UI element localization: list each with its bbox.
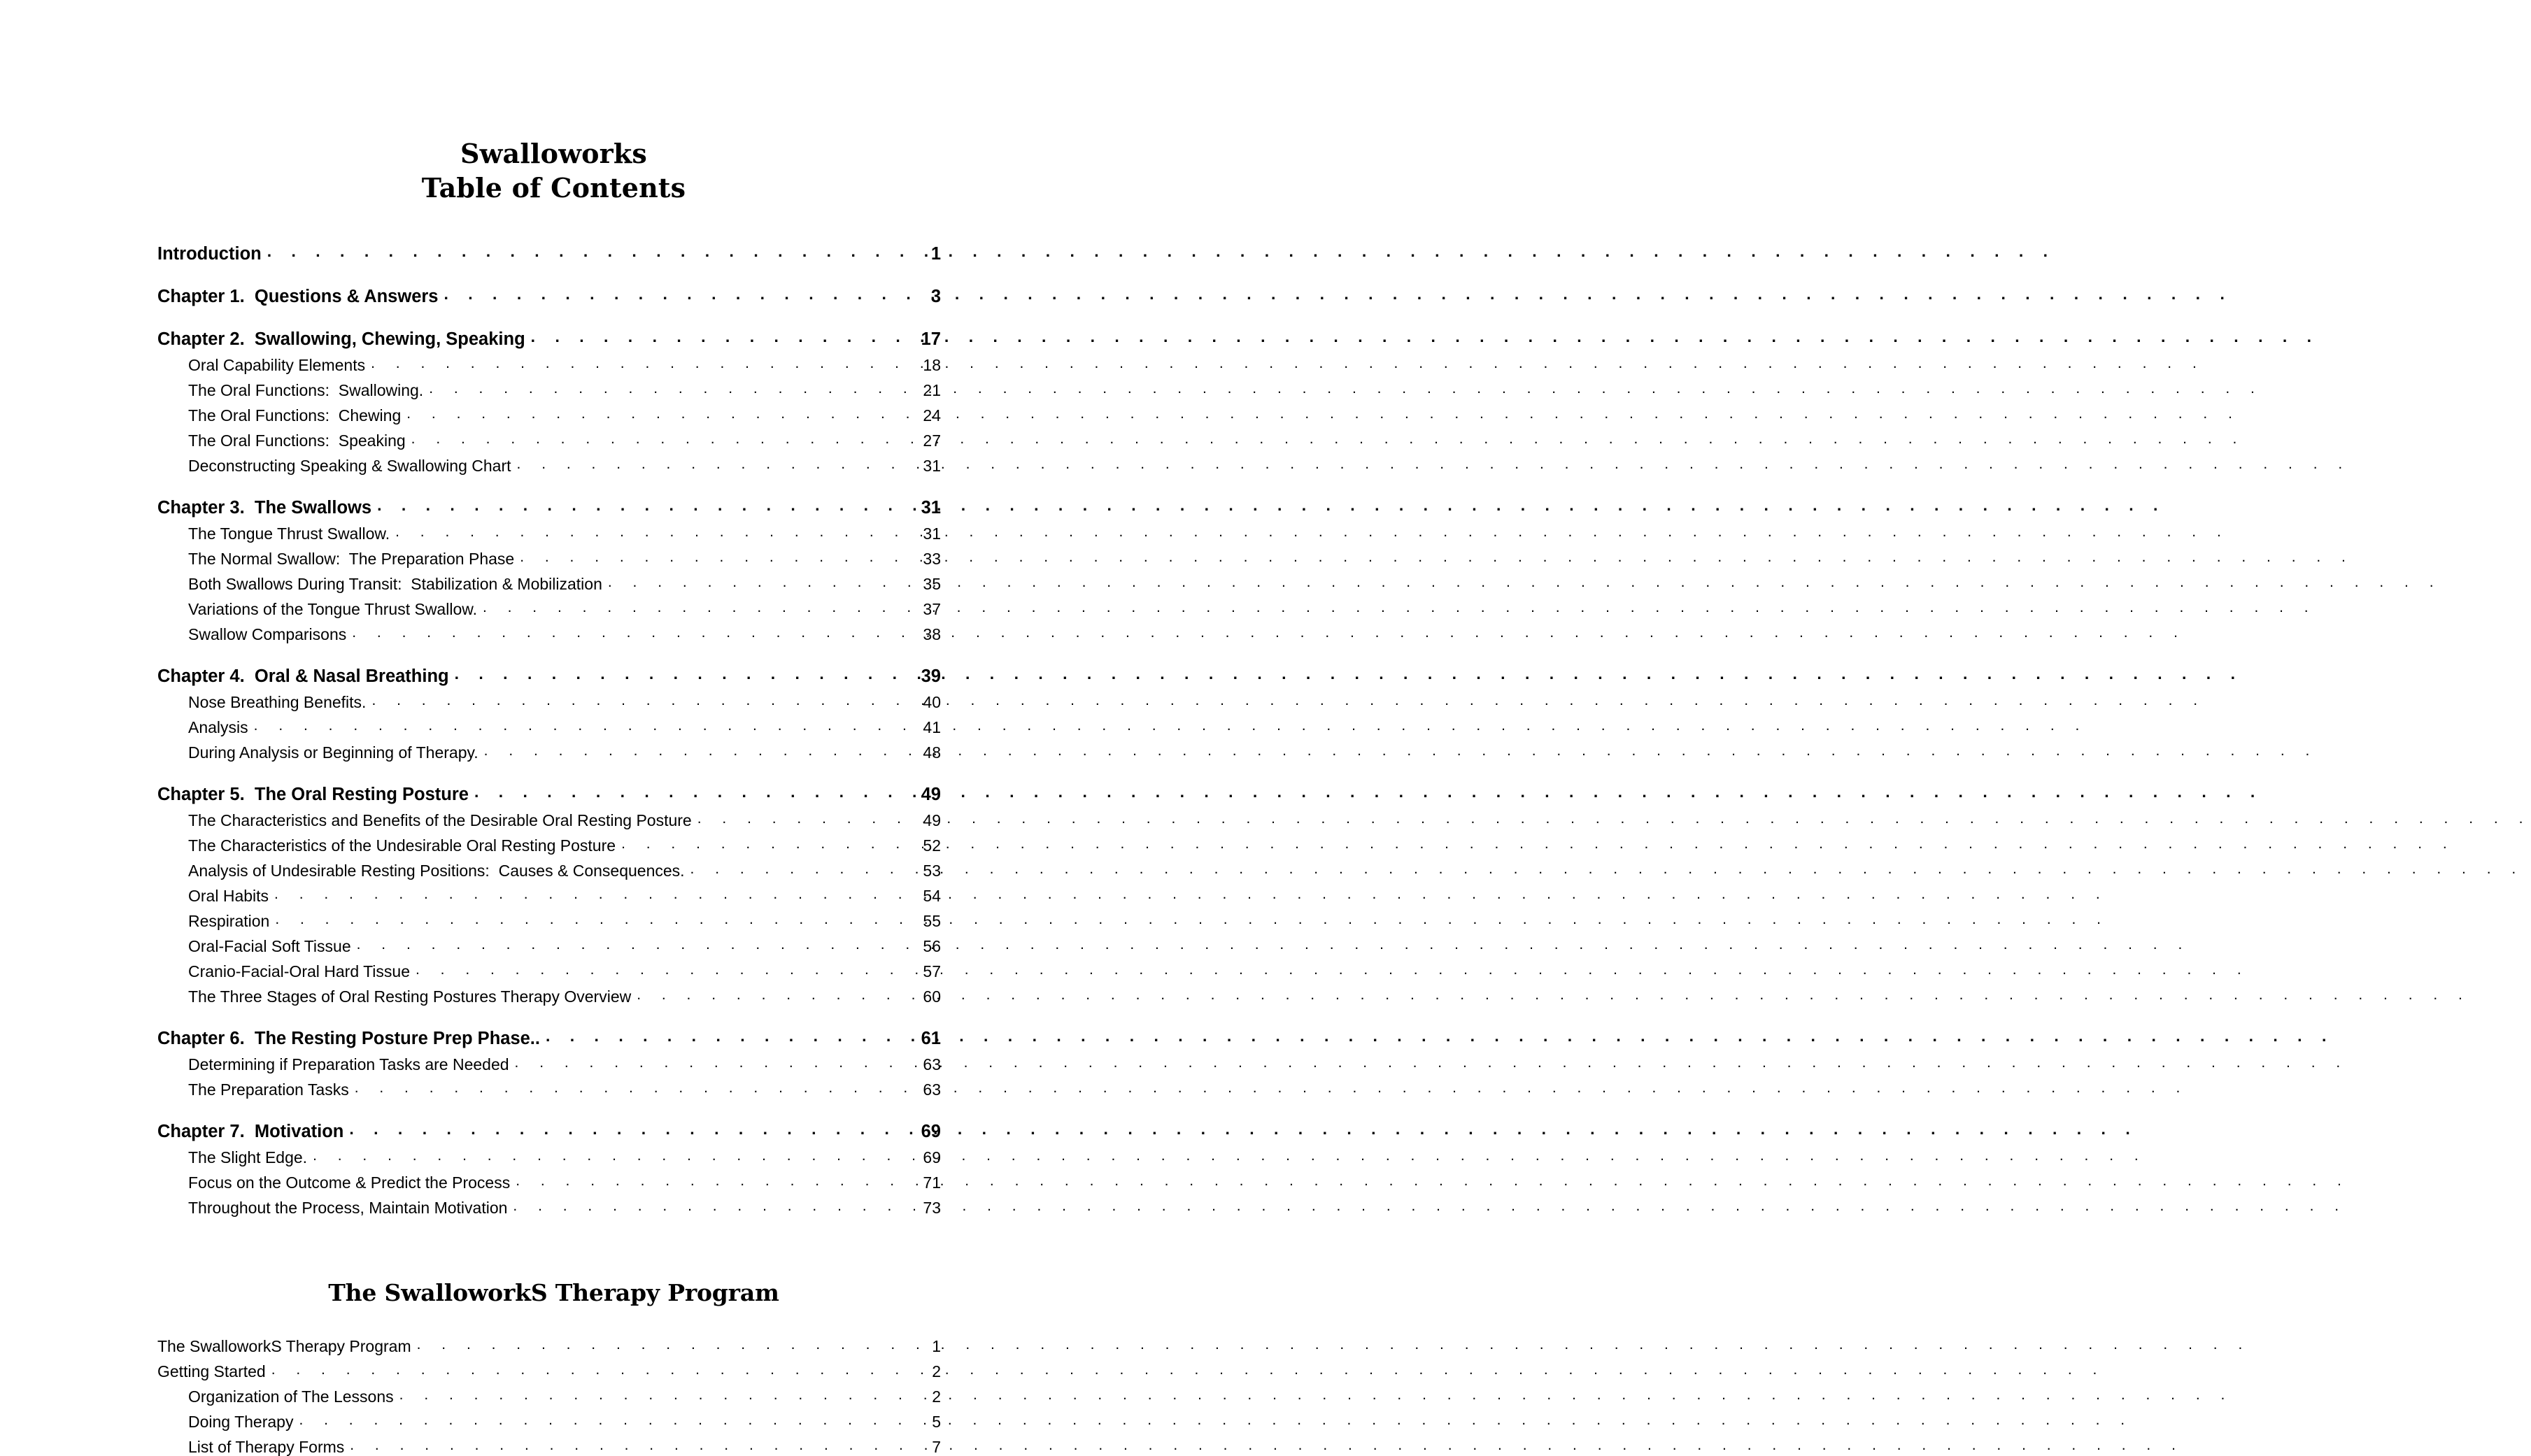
dot-leader: [267, 241, 907, 259]
toc-entry-page-number: 41: [923, 718, 941, 737]
toc-entry-label: The Preparation Tasks: [188, 1080, 349, 1099]
dot-leader: [697, 810, 909, 826]
dot-leader: [355, 1079, 909, 1095]
dot-leader: [417, 1336, 909, 1352]
toc-entry[interactable]: [157, 1172, 941, 1191]
toc-entry-label: The Oral Functions: Chewing: [188, 406, 402, 425]
toc-entry-label: The Oral Functions: Swallowing.: [188, 381, 424, 400]
document-title-line-2: Table of Contents: [421, 171, 686, 204]
toc-entry-page-number: 55: [923, 912, 941, 931]
toc-entry-page-number: 5: [932, 1413, 941, 1432]
toc-entry-page-number: 73: [923, 1199, 941, 1218]
toc-entry-page-number: 21: [923, 381, 941, 400]
dot-leader: [531, 327, 907, 345]
dot-leader: [546, 1026, 907, 1044]
toc-entry-label: Oral Capability Elements: [188, 356, 366, 375]
dot-leader: [352, 624, 909, 640]
toc-entry-page-number: 31: [923, 524, 941, 543]
toc-entry[interactable]: [157, 1336, 941, 1355]
toc-entry[interactable]: [157, 455, 941, 474]
toc-entry-page-number: 31: [923, 457, 941, 476]
document-title-block: [0, 0, 1107, 205]
program-section-heading: The SwalloworkS Therapy Program: [328, 1279, 779, 1307]
toc-entry-label: Nose Breathing Benefits.: [188, 693, 367, 712]
toc-entry-page-number: 3: [930, 286, 941, 306]
toc-entry-label: List of Therapy Forms: [188, 1438, 345, 1456]
toc-entry[interactable]: [157, 1197, 941, 1216]
toc-entry-label: Deconstructing Speaking & Swallowing Chart: [188, 457, 511, 476]
dot-leader: [520, 548, 909, 564]
toc-entry-label: The Oral Functions: Speaking: [188, 431, 406, 450]
toc-entry-label: Chapter 3. The Swallows: [157, 497, 372, 518]
toc-page: [0, 0, 1107, 1456]
toc-entry-page-number: 1: [932, 1337, 941, 1356]
dot-leader: [483, 599, 909, 615]
toc-entry-page-number: 52: [923, 836, 941, 855]
toc-entry-page-number: 53: [923, 862, 941, 880]
toc-entry[interactable]: [157, 860, 941, 879]
toc-entry-label: Throughout the Process, Maintain Motivation: [188, 1199, 508, 1218]
dot-leader: [349, 1119, 907, 1137]
toc-entry[interactable]: [157, 495, 941, 517]
dot-leader: [455, 664, 907, 682]
toc-entry-label: Chapter 5. The Oral Resting Posture: [157, 784, 469, 804]
toc-entry-label: Cranio-Facial-Oral Hard Tissue: [188, 962, 410, 981]
dot-leader: [271, 1361, 909, 1377]
toc-entry-page-number: 38: [923, 625, 941, 644]
toc-entry[interactable]: [157, 523, 941, 542]
toc-entry-page-number: 1: [930, 243, 941, 264]
toc-entry[interactable]: [157, 241, 941, 263]
toc-entry[interactable]: [157, 885, 941, 904]
dot-leader: [395, 523, 909, 539]
dot-leader: [399, 1386, 909, 1402]
toc-entry-page-number: 61: [921, 1028, 941, 1048]
dot-leader: [313, 1147, 909, 1163]
toc-entry[interactable]: [157, 692, 941, 711]
dot-leader: [371, 692, 909, 708]
toc-entry-label: Both Swallows During Transit: Stabilization & Mobilization: [188, 575, 602, 594]
dot-leader: [690, 860, 909, 876]
toc-entry-label: Organization of The Lessons: [188, 1387, 394, 1406]
toc-entry[interactable]: [157, 717, 941, 736]
dot-leader: [411, 430, 909, 446]
toc-entry-page-number: 49: [923, 811, 941, 830]
toc-entry-page-number: 7: [932, 1438, 941, 1456]
toc-entry[interactable]: [157, 664, 941, 685]
dot-leader: [406, 405, 909, 421]
dot-leader: [608, 573, 909, 590]
dot-leader: [350, 1436, 909, 1453]
document-title-line-1: Swalloworks: [460, 138, 647, 169]
dot-leader: [299, 1411, 909, 1427]
toc-entry[interactable]: [157, 327, 941, 348]
toc-entry[interactable]: [157, 599, 941, 618]
dot-leader: [637, 986, 909, 1002]
dot-leader: [274, 885, 909, 901]
toc-entry[interactable]: [157, 1079, 941, 1098]
toc-entry-label: Chapter 7. Motivation: [157, 1121, 344, 1141]
dot-leader: [513, 1197, 909, 1213]
toc-entry-page-number: 63: [923, 1055, 941, 1074]
toc-entry-label: Oral-Facial Soft Tissue: [188, 937, 351, 956]
toc-entry-label: The Tongue Thrust Swallow.: [188, 524, 390, 543]
dot-leader: [371, 355, 909, 371]
dot-leader: [275, 911, 909, 927]
toc-entry-label: The Three Stages of Oral Resting Postures Therapy Overview: [188, 987, 632, 1006]
toc-entry[interactable]: [157, 961, 941, 980]
dot-leader: [254, 717, 909, 733]
toc-entry-label: Chapter 1. Questions & Answers: [157, 286, 439, 306]
toc-entry[interactable]: [157, 284, 941, 306]
toc-entry[interactable]: [157, 355, 941, 373]
toc-entry-page-number: 60: [923, 987, 941, 1006]
dot-leader: [444, 284, 908, 302]
toc-entry[interactable]: [157, 1054, 941, 1073]
toc-entry-label: The Characteristics of the Undesirable Oral Resting Posture: [188, 836, 616, 855]
toc-entry[interactable]: [157, 986, 941, 1005]
table-of-contents-list: [0, 241, 1107, 1216]
program-contents-list: [0, 1336, 1107, 1455]
toc-entry-label: Doing Therapy: [188, 1413, 294, 1432]
toc-entry-label: Getting Started: [157, 1362, 266, 1381]
dot-leader: [416, 961, 909, 977]
toc-entry[interactable]: [157, 430, 941, 449]
toc-entry-page-number: 48: [923, 743, 941, 762]
toc-entry-label: Oral Habits: [188, 887, 269, 906]
dot-leader: [357, 936, 909, 952]
toc-entry-page-number: 69: [921, 1121, 941, 1141]
toc-entry[interactable]: [157, 1026, 941, 1048]
toc-entry[interactable]: [157, 1147, 941, 1166]
dot-leader: [517, 455, 909, 471]
toc-entry[interactable]: [157, 1361, 941, 1380]
toc-entry-page-number: 63: [923, 1080, 941, 1099]
toc-entry-label: Swallow Comparisons: [188, 625, 347, 644]
toc-entry-page-number: 71: [923, 1173, 941, 1192]
toc-entry[interactable]: [157, 1119, 941, 1141]
toc-entry-label: Chapter 4. Oral & Nasal Breathing: [157, 666, 449, 686]
toc-entry-label: Chapter 6. The Resting Posture Prep Phase..: [157, 1028, 540, 1048]
toc-entry[interactable]: [157, 936, 941, 955]
toc-entry-page-number: 17: [921, 329, 941, 349]
toc-entry[interactable]: [157, 810, 941, 829]
toc-entry-page-number: 31: [921, 497, 941, 518]
toc-entry[interactable]: [157, 782, 941, 804]
toc-entry[interactable]: [157, 1386, 941, 1405]
dot-leader: [515, 1054, 909, 1070]
toc-entry[interactable]: [157, 405, 941, 424]
toc-entry-page-number: 57: [923, 962, 941, 981]
toc-entry[interactable]: [157, 548, 941, 567]
toc-entry[interactable]: [157, 1436, 941, 1455]
toc-entry[interactable]: [157, 911, 941, 929]
toc-entry-page-number: 27: [923, 431, 941, 450]
program-section: [0, 1279, 1107, 1455]
toc-entry-label: Chapter 2. Swallowing, Chewing, Speaking: [157, 329, 525, 349]
toc-entry[interactable]: [157, 835, 941, 854]
dot-leader: [474, 782, 907, 800]
toc-entry-page-number: 24: [923, 406, 941, 425]
toc-entry-page-number: 49: [921, 784, 941, 804]
toc-entry-label: Focus on the Outcome & Predict the Process: [188, 1173, 511, 1192]
toc-entry-label: Analysis: [188, 718, 248, 737]
toc-entry-label: Introduction: [157, 243, 262, 264]
toc-entry-label: During Analysis or Beginning of Therapy.: [188, 743, 478, 762]
toc-entry-label: The SwalloworkS Therapy Program: [157, 1337, 411, 1356]
toc-entry[interactable]: [157, 742, 941, 761]
toc-entry[interactable]: [157, 624, 941, 643]
toc-entry-label: The Slight Edge.: [188, 1148, 308, 1167]
toc-entry-page-number: 54: [923, 887, 941, 906]
toc-entry-page-number: 2: [932, 1387, 941, 1406]
toc-entry-page-number: 2: [932, 1362, 941, 1381]
dot-leader: [484, 742, 909, 758]
toc-entry-page-number: 40: [923, 693, 941, 712]
toc-entry-page-number: 35: [923, 575, 941, 594]
toc-entry-label: Variations of the Tongue Thrust Swallow.: [188, 600, 477, 619]
toc-entry[interactable]: [157, 1411, 941, 1430]
toc-entry-page-number: 56: [923, 937, 941, 956]
toc-entry-label: The Normal Swallow: The Preparation Phase: [188, 550, 515, 569]
dot-leader: [516, 1172, 909, 1188]
toc-entry-page-number: 18: [923, 356, 941, 375]
toc-entry-label: Analysis of Undesirable Resting Positions: Causes & Consequences.: [188, 862, 685, 880]
toc-entry[interactable]: [157, 573, 941, 592]
toc-entry[interactable]: [157, 380, 941, 399]
toc-entry-page-number: 37: [923, 600, 941, 619]
toc-entry-label: The Characteristics and Benefits of the Desirable Oral Resting Posture: [188, 811, 692, 830]
dot-leader: [429, 380, 909, 396]
dot-leader: [377, 495, 907, 513]
toc-entry-page-number: 39: [921, 666, 941, 686]
dot-leader: [621, 835, 909, 851]
toc-entry-page-number: 33: [923, 550, 941, 569]
toc-entry-page-number: 69: [923, 1148, 941, 1167]
toc-entry-label: Respiration: [188, 912, 270, 931]
toc-entry-label: Determining if Preparation Tasks are Needed: [188, 1055, 509, 1074]
